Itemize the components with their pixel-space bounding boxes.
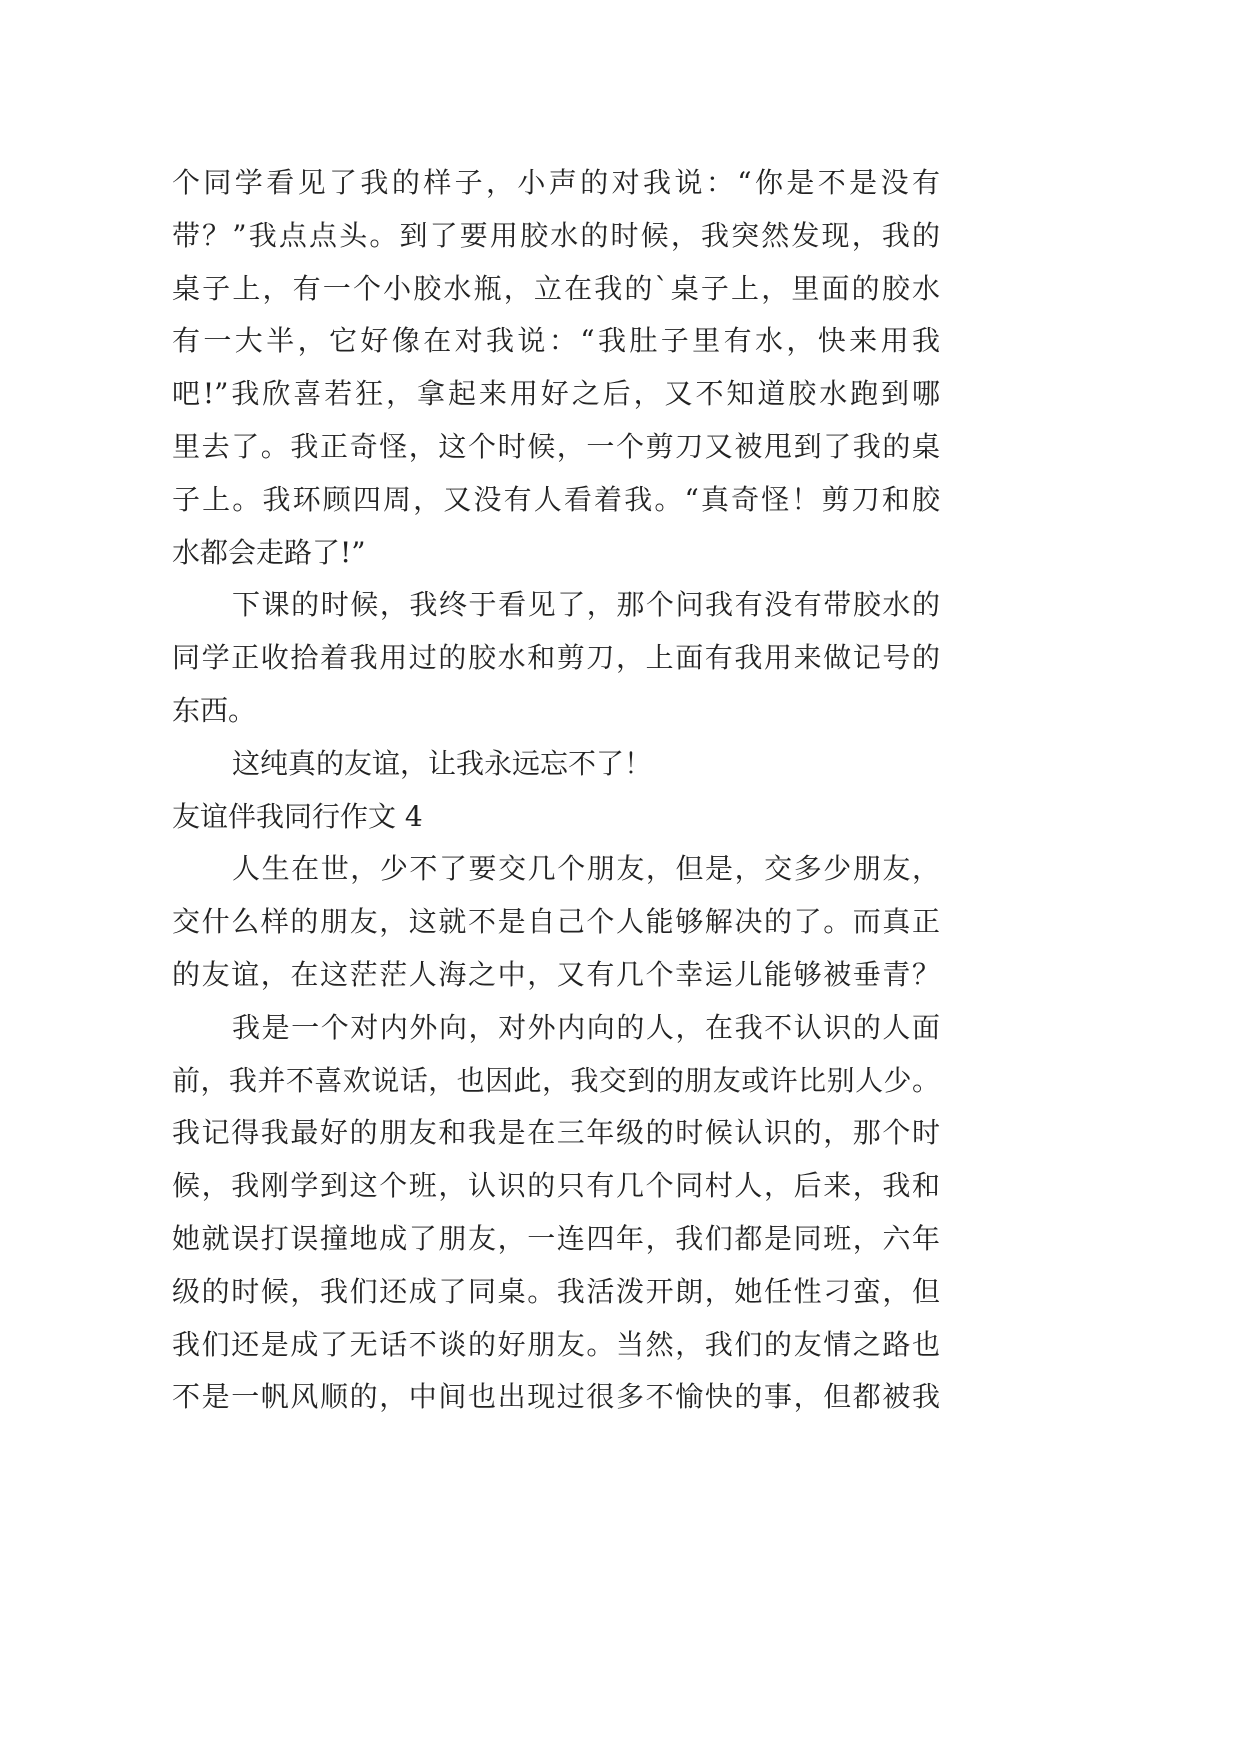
text-line: 个同学看见了我的样子，小声的对我说：“你是不是没有 <box>172 166 940 199</box>
text-line: 里去了。我正奇怪，这个时候，一个剪刀又被甩到了我的桌 <box>172 429 940 463</box>
text-line: 级的时候，我们还成了同桌。我活泼开朗，她任性刁蛮，但 <box>172 1274 940 1308</box>
text-line: 前，我并不喜欢说话，也因此，我交到的朋友或许比别人少。 <box>172 1063 940 1097</box>
text-line: 我是一个对内外向，对外内向的人，在我不认识的人面 <box>232 1010 940 1044</box>
text-line: 下课的时候，我终于看见了，那个问我有没有带胶水的 <box>232 588 940 622</box>
text-line: 我们还是成了无话不谈的好朋友。当然，我们的友情之路也 <box>172 1327 940 1361</box>
paragraph <box>172 843 940 1001</box>
paragraph <box>172 738 940 791</box>
text-line: 不是一帆风顺的，中间也出现过很多不愉快的事，但都被我 <box>172 1380 940 1414</box>
text-line: 水都会走路了!” <box>172 535 366 569</box>
text-line: 子上。我环顾四周，又没有人看着我。“真奇怪！剪刀和胶 <box>172 482 940 516</box>
essay-title: 友谊伴我同行作文 4 <box>172 799 423 833</box>
essay-text <box>172 157 940 1424</box>
text-line: 东西。 <box>172 693 257 727</box>
text-line: 桌子上，有一个小胶水瓶，立在我的`桌子上，里面的胶水 <box>172 271 940 305</box>
paragraph <box>172 157 940 579</box>
text-line: 同学正收拾着我用过的胶水和剪刀，上面有我用来做记号的 <box>172 641 940 675</box>
text-line: 带？”我点点头。到了要用胶水的时候，我突然发现，我的 <box>172 218 940 252</box>
text-line: 候，我刚学到这个班，认识的只有几个同村人，后来，我和 <box>172 1169 940 1203</box>
paragraph <box>172 579 940 737</box>
text-line: 人生在世，少不了要交几个朋友，但是，交多少朋友， <box>232 852 940 886</box>
text-line: 的友谊，在这茫茫人海之中，又有几个幸运儿能够被垂青？ <box>172 957 940 991</box>
text-line: 交什么样的朋友，这就不是自己个人能够解决的了。而真正 <box>172 905 940 939</box>
text-line: 这纯真的友谊，让我永远忘不了！ <box>232 746 653 780</box>
text-line: 吧!”我欣喜若狂，拿起来用好之后，又不知道胶水跑到哪 <box>172 377 940 411</box>
text-line: 有一大半，它好像在对我说：“我肚子里有水，快来用我 <box>172 324 940 358</box>
text-line: 她就误打误撞地成了朋友，一连四年，我们都是同班，六年 <box>172 1221 940 1255</box>
paragraph <box>172 1002 940 1424</box>
text-line: 我记得我最好的朋友和我是在三年级的时候认识的，那个时 <box>172 1116 940 1150</box>
